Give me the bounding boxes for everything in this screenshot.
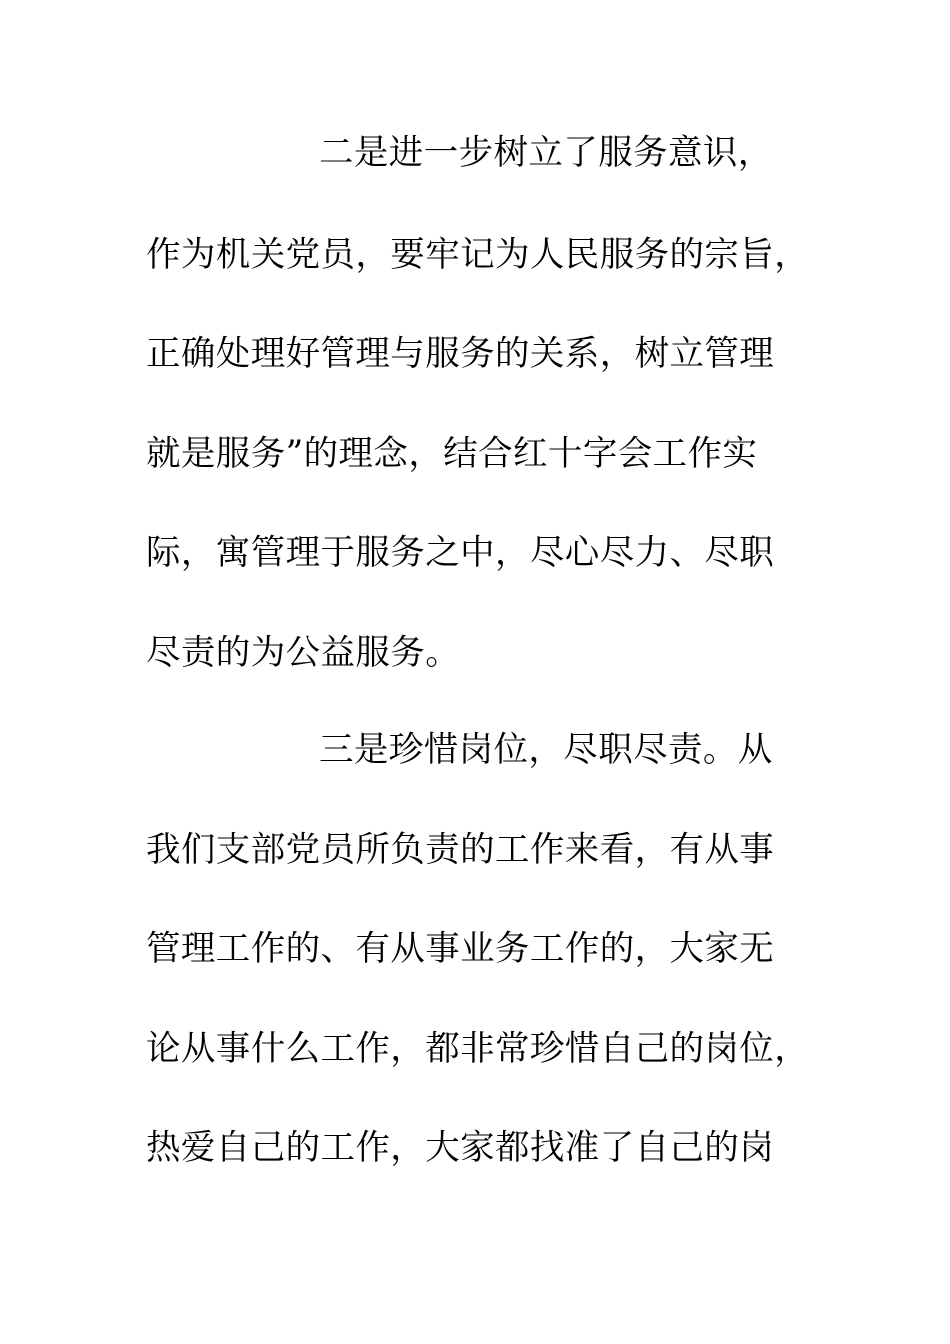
paragraph-line: 正确处理好管理与服务的关系，树立管理 <box>146 334 775 374</box>
paragraph-line: 三是珍惜岗位，尽职尽责。从 <box>319 730 773 770</box>
paragraph-line: 际，寓管理于服务之中，尽心尽力、尽职 <box>146 533 775 573</box>
paragraph-line: 我们支部党员所负责的工作来看，有从事 <box>146 830 775 870</box>
paragraph-line: 论从事什么工作，都非常珍惜自己的岗位， <box>146 1029 810 1069</box>
paragraph-line: 作为机关党员，要牢记为人民服务的宗旨， <box>146 235 810 275</box>
paragraph-line: 热爱自己的工作，大家都找准了自己的岗 <box>146 1128 775 1168</box>
paragraph-line: 就是服务”的理念，结合红十字会工作实 <box>146 434 758 474</box>
paragraph-line: 尽责的为公益服务。 <box>146 633 461 673</box>
paragraph-line: 二是进一步树立了服务意识， <box>319 133 773 173</box>
paragraph-line: 管理工作的、有从事业务工作的，大家无 <box>146 929 775 969</box>
